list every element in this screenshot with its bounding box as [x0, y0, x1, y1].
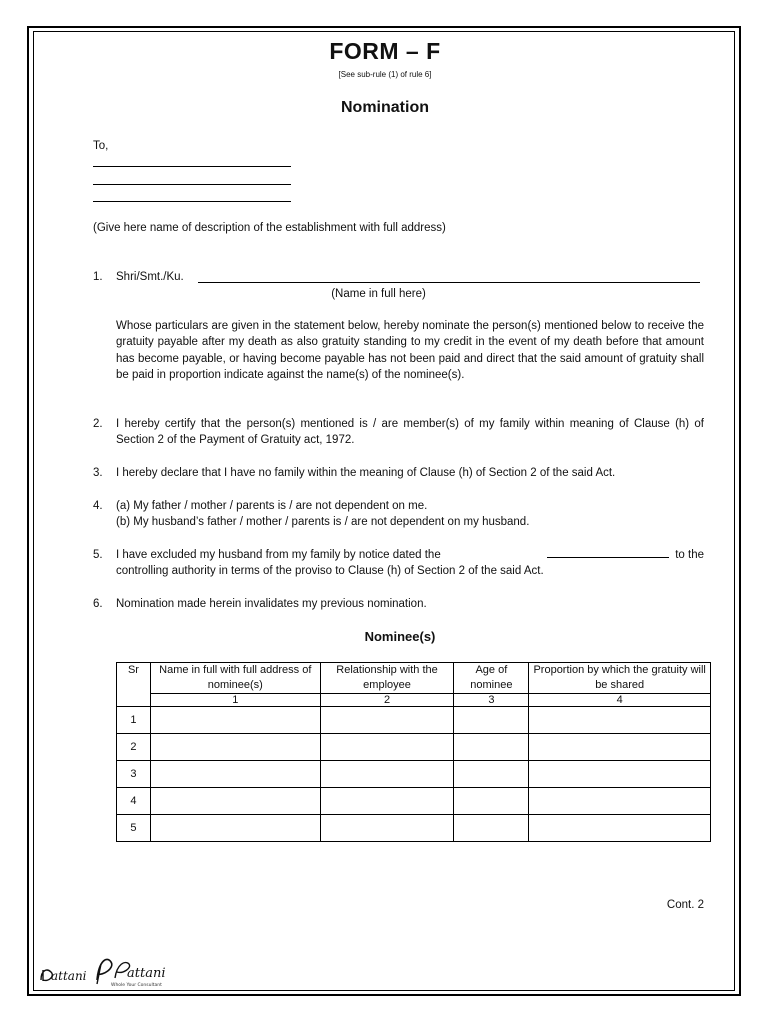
notice-date-field[interactable] — [547, 547, 669, 558]
address-line-3[interactable] — [93, 201, 291, 202]
proportion-cell[interactable] — [529, 734, 711, 761]
address-line-1[interactable] — [93, 166, 291, 167]
item-2-paragraph: I hereby certify that the person(s) mentioned is / are member(s) of my family within meaning of Clause (h) of Section 2 of the Payment of Gratuity act, 1972. — [116, 418, 704, 447]
table-row — [117, 707, 711, 734]
form-subtitle: [See sub-rule (1) of rule 6] — [338, 70, 432, 79]
table-row — [117, 815, 711, 842]
proportion-cell[interactable] — [529, 815, 711, 842]
col-number: 1 — [150, 694, 320, 707]
header-row — [117, 663, 711, 694]
age-cell[interactable] — [454, 815, 529, 842]
item-5-line-1 — [116, 547, 704, 563]
column-number-row — [117, 694, 711, 707]
nominee-name-cell[interactable] — [150, 707, 320, 734]
item-3-number: 3. — [93, 467, 103, 479]
item-1-prefix: Shri/Smt./Ku. — [116, 271, 184, 283]
item-5-number: 5. — [93, 549, 103, 561]
age-cell[interactable] — [454, 788, 529, 815]
item-2-number: 2. — [93, 418, 103, 430]
proportion-cell[interactable] — [529, 761, 711, 788]
to-label: To, — [93, 140, 109, 152]
nominee-name-cell[interactable] — [150, 761, 320, 788]
item-6-text: Nomination made herein invalidates my previous nomination. — [116, 598, 427, 610]
relationship-cell[interactable] — [320, 815, 454, 842]
row-sr: 1 — [117, 707, 151, 734]
item-1-number: 1. — [93, 271, 103, 283]
table-row — [117, 761, 711, 788]
relationship-cell[interactable] — [320, 788, 454, 815]
item-5-text-after: controlling authority in terms of the proviso to Clause (h) of Section 2 of the said Act. — [116, 565, 544, 577]
proportion-cell[interactable] — [529, 788, 711, 815]
row-sr: 2 — [117, 734, 151, 761]
age-cell[interactable] — [454, 761, 529, 788]
col-number: 4 — [529, 694, 711, 707]
proportion-cell[interactable] — [529, 707, 711, 734]
svg-text:attani: attani — [51, 969, 87, 983]
address-line-2[interactable] — [93, 184, 291, 185]
age-cell[interactable] — [454, 734, 529, 761]
svg-text:Whole Your Consultant: Whole Your Consultant — [111, 983, 162, 988]
nominee-name-cell[interactable] — [150, 788, 320, 815]
relationship-cell[interactable] — [320, 734, 454, 761]
nominee-name-cell[interactable] — [150, 734, 320, 761]
age-cell[interactable] — [454, 707, 529, 734]
item-5-text-before: I have excluded my husband from my family by notice dated the — [116, 549, 441, 561]
item-4-number: 4. — [93, 500, 103, 512]
item-4b-text: (b) My husband’s father / mother / parents is / are not dependent on my husband. — [116, 516, 530, 528]
row-sr: 5 — [117, 815, 151, 842]
item-5-text-mid: to the — [675, 549, 704, 561]
name-field-line[interactable] — [198, 282, 700, 283]
item-4a-text: (a) My father / mother / parents is / are not dependent on me. — [116, 500, 428, 512]
svg-text:attani: attani — [127, 966, 166, 981]
col-header-age: Age of nominee — [454, 663, 529, 694]
item-3-paragraph: I hereby declare that I have no family within the meaning of Clause (h) of Section 2 of the said Act. — [116, 467, 616, 479]
col-header-sr: Sr — [117, 663, 151, 707]
address-instruction: (Give here name of description of the establishment with full address) — [93, 222, 446, 234]
relationship-cell[interactable] — [320, 707, 454, 734]
col-header-proportion: Proportion by which the gratuity will be shared — [529, 663, 711, 694]
form-title: FORM – F — [329, 38, 441, 64]
row-sr: 3 — [117, 761, 151, 788]
nominee-name-cell[interactable] — [150, 815, 320, 842]
row-sr: 4 — [117, 788, 151, 815]
item-1-paragraph: Whose particulars are given in the statement below, hereby nominate the person(s) mentioned below to receive the gratuity payable after my death as also gratuity standing to my credit in the event of my death before that amount has become payable, or having become payable has not been paid and direct that the said amount of gratuity shall be paid in proportion indicate against the name(s) of the nominee(s). — [116, 320, 704, 381]
continuation-note: Cont. 2 — [666, 899, 704, 911]
form-heading: Nomination — [341, 99, 429, 116]
nominee-table — [116, 662, 711, 842]
col-number: 2 — [320, 694, 454, 707]
dattani-logo — [37, 950, 177, 995]
col-number: 3 — [454, 694, 529, 707]
table-row — [117, 734, 711, 761]
name-caption: (Name in full here) — [331, 288, 426, 300]
table-row — [117, 788, 711, 815]
col-header-name: Name in full with full address of nominee(s) — [150, 663, 320, 694]
item-6-number: 6. — [93, 598, 103, 610]
col-header-relationship: Relationship with the employee — [320, 663, 454, 694]
nominee-heading: Nominee(s) — [364, 629, 436, 644]
relationship-cell[interactable] — [320, 761, 454, 788]
